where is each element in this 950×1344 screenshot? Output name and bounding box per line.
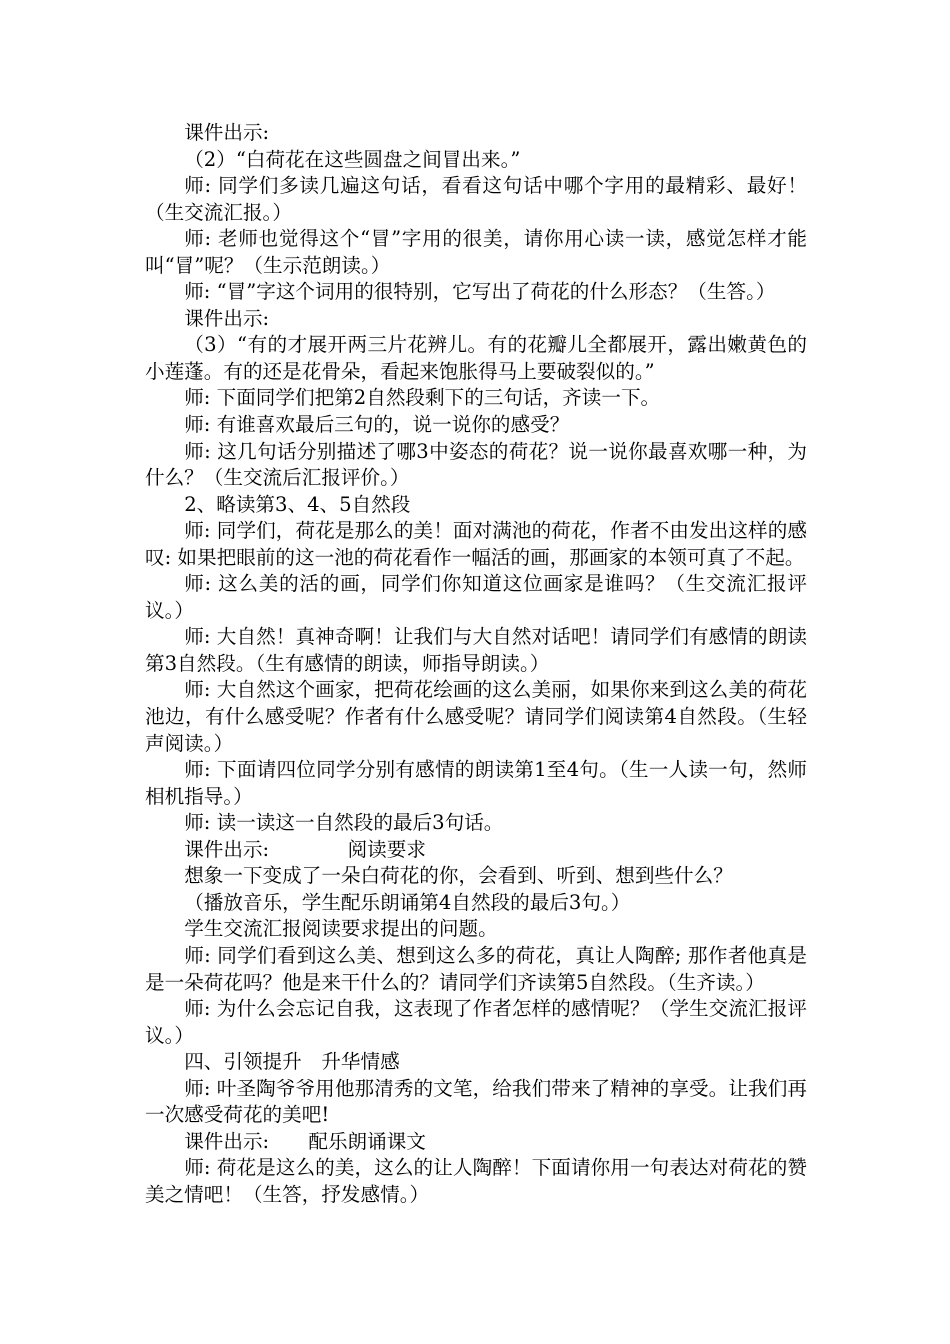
teacher-line: 师: 同学们多读几遍这句话，看看这句话中哪个字用的最精彩、最好！（生交流汇报。） bbox=[145, 174, 807, 224]
courseware-display bbox=[145, 1129, 807, 1156]
teacher-line: 师: 为什么会忘记自我，这表现了作者怎样的感情呢？（学生交流汇报评议。） bbox=[145, 997, 807, 1047]
courseware-label: 课件出示: bbox=[184, 837, 270, 861]
teacher-line: 师: 有谁喜欢最后三句的，说一说你的感受？ bbox=[184, 413, 570, 437]
teacher-line: 师: 这几句话分别描述了哪3中姿态的荷花？说一说你最喜欢哪一种，为什么？（生交流后汇报评价。） bbox=[145, 439, 807, 490]
document-page bbox=[145, 120, 807, 1208]
courseware-label: 课件出示: bbox=[184, 121, 270, 144]
section-heading: 2、略读第3、4、5自然段 bbox=[184, 492, 411, 516]
teacher-line: 师: 这么美的活的画，同学们你知道这位画家是谁吗？（生交流汇报评议。） bbox=[145, 572, 807, 622]
body-line: 想象一下变成了一朵白荷花的你，会看到、听到、想到些什么？ bbox=[184, 864, 733, 888]
teacher-line: 师: 下面请四位同学分别有感情的朗读第1至4句。（生一人读一句，然师相机指导。） bbox=[145, 758, 807, 808]
section-title: 升华情感 bbox=[321, 1050, 400, 1074]
teacher-line: 师: “冒”字这个词用的很特别，它写出了荷花的什么形态？（生答。） bbox=[184, 280, 776, 304]
teacher-line: 师: 老师也觉得这个“冒”字用的很美，请你用心读一读，感觉怎样才能叫“冒”呢？（生示范朗读。） bbox=[145, 227, 807, 277]
courseware-label: 课件出示: bbox=[184, 306, 270, 330]
teacher-line: 师: 荷花是这么的美，这么的让人陶醉！下面请你用一句表达对荷花的赞美之情吧！（生答，抒发感情。） bbox=[145, 1156, 807, 1206]
courseware-content: 阅读要求 bbox=[347, 837, 426, 861]
body-line: （播放音乐，学生配乐朗诵第4自然段的最后3句。） bbox=[184, 890, 631, 914]
teacher-line: 师: 叶圣陶爷爷用他那清秀的文笔，给我们带来了精神的享受。让我们再一次感受荷花的美吧! bbox=[145, 1076, 807, 1127]
section-number: 四、引领提升 bbox=[184, 1050, 302, 1074]
teacher-line: 师: 大自然！真神奇啊！让我们与大自然对话吧！请同学们有感情的朗读第3自然段。（生有感情的朗读，师指导朗读。） bbox=[145, 625, 807, 675]
teacher-line: 师: 大自然这个画家，把荷花绘画的这么美丽，如果你来到这么美的荷花池边，有什么感受呢？作者有什么感受呢？请同学们阅读第4自然段。（生轻声阅读。） bbox=[145, 678, 807, 755]
courseware-display bbox=[145, 837, 807, 864]
body-line: 学生交流汇报阅读要求提出的问题。 bbox=[184, 917, 498, 941]
teacher-line: 师: 同学们看到这么美、想到这么多的荷花，真让人陶醉; 那作者他真是是一朵荷花吗？他是来干什么的？请同学们齐读第5自然段。（生齐读。） bbox=[145, 943, 807, 994]
quote-sentence-2: （2）“白荷花在这些圆盘之间冒出来。” bbox=[184, 147, 521, 171]
section-heading bbox=[145, 1049, 807, 1076]
teacher-line: 师: 同学们，荷花是那么的美！面对满池的荷花，作者不由发出这样的感叹: 如果把眼前的这一池的荷花看作一幅活的画，那画家的本领可真了不起。 bbox=[145, 519, 807, 569]
courseware-content: 配乐朗诵课文 bbox=[308, 1129, 426, 1153]
courseware-label: 课件出示: bbox=[184, 1129, 270, 1153]
quote-sentence-3: （3）“有的才展开两三片花辨儿。有的花瓣儿全都展开，露出嫩黄色的小莲蓬。有的还是花骨朵，看起来饱胀得马上要破裂似的。” bbox=[145, 333, 807, 383]
teacher-line: 师: 下面同学们把第2自然段剩下的三句话，齐读一下。 bbox=[184, 386, 661, 410]
teacher-line: 师: 读一读这一自然段的最后3句话。 bbox=[184, 811, 504, 835]
